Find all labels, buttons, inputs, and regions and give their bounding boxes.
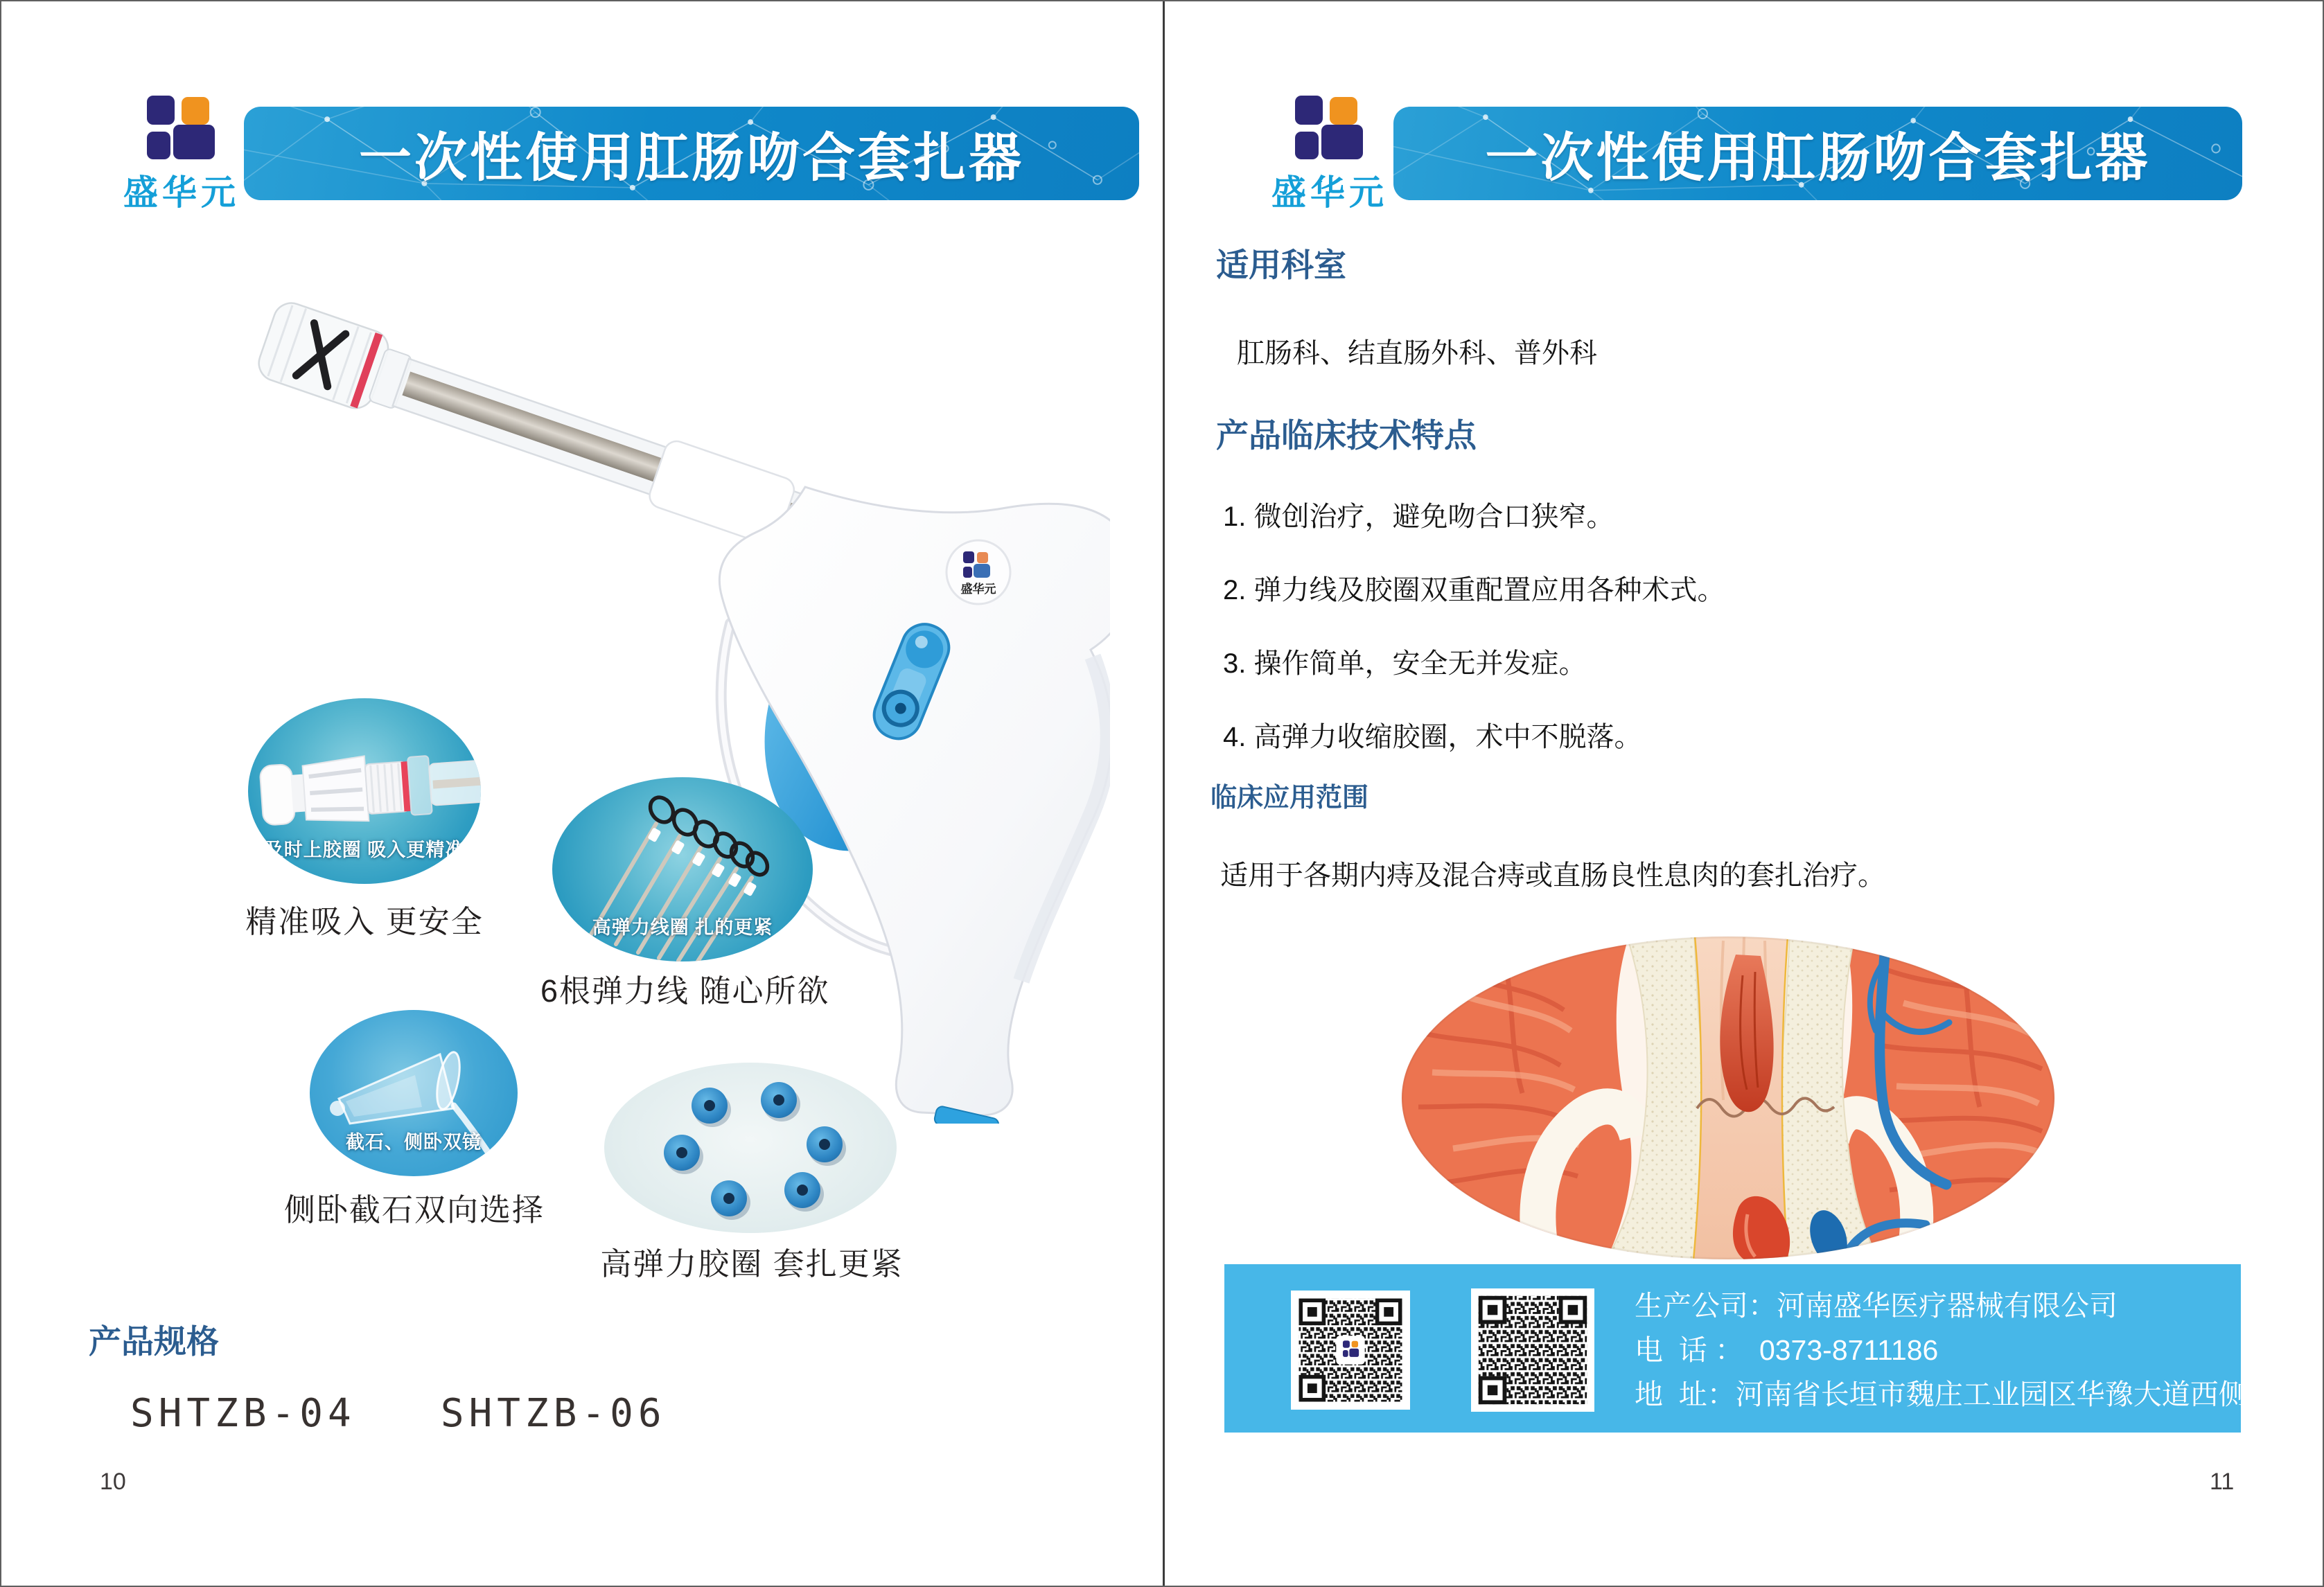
spec-heading: 产品规格 [89,1323,219,1360]
feature-inset-anoscope [310,1010,518,1176]
clinical-body: 适用于各期内痔及混合痔或直肠良性息肉的套扎治疗。 [1220,860,1885,891]
phone-line: 电 话 ： 0373-8711186 [1635,1334,1939,1366]
logo-square-navy-icon [147,96,175,125]
anatomy-illustration-hemorrhoids [1398,934,2059,1262]
rubber-rings-illustration [604,1063,897,1233]
list-item: 4. 高弹力收缩胶圈，术中不脱落。 [1223,722,1642,752]
feature-caption: 侧卧截石双向选择 [284,1192,545,1227]
company-line: 生产公司：河南盛华医疗器械有限公司 [1635,1290,2118,1322]
qr-code-with-logo [1291,1291,1410,1410]
feature-caption: 精准吸入 更安全 [245,904,484,939]
list-item: 2. 弹力线及胶圈双重配置应用各种术式。 [1223,575,1725,605]
page-number: 11 [2210,1469,2235,1495]
page-right [1165,1,2324,1586]
brand-name: 盛华元 [123,173,240,212]
logo-square-navy-icon [1321,125,1363,159]
address-line: 地 址：河南省长垣市魏庄工业园区华豫大道西侧 [1635,1378,2247,1410]
page-title-banner [1393,107,2242,200]
inset-overlay-caption: 及时上胶圈 吸入更精准 [264,840,465,860]
page-title-banner [244,107,1139,200]
feature-inset-suction-tip [248,698,481,884]
feature-caption: 高弹力胶圈 套扎更紧 [600,1246,904,1282]
dept-heading: 适用科室 [1216,247,1346,283]
logo-square-navy-icon [147,132,170,159]
tech-heading: 产品临床技术特点 [1216,417,1477,454]
device-brand-badge [947,540,1010,604]
model-numbers: SHTZB-04 SHTZB-06 [130,1391,667,1436]
inset-overlay-caption: 截石、侧卧双镜 [346,1132,482,1153]
manufacturer-info [1635,1284,2247,1417]
manufacturer-footer [1224,1264,2247,1433]
brand-logo-icon [147,96,216,159]
brand-logo [105,96,258,215]
page-title: 一次性使用肛肠吻合套扎器 [1485,129,2151,188]
page-title: 一次性使用肛肠吻合套扎器 [359,129,1024,188]
logo-square-navy-icon [1295,96,1323,125]
logo-square-orange-icon [182,97,209,125]
logo-square-navy-icon [1295,132,1319,159]
page-left [1,1,1163,1586]
brand-name: 盛华元 [1271,173,1388,212]
list-item: 1. 微创治疗，避免吻合口狭窄。 [1223,502,1614,532]
list-item: 3. 操作简单，安全无并发症。 [1223,648,1587,679]
brand-logo-icon [1295,96,1364,159]
device-barrel [254,299,837,566]
brand-logo [1253,96,1406,215]
page-number: 10 [100,1469,126,1495]
feature-inset-elastic-lines [552,777,813,961]
tech-feature-list [1223,495,1725,788]
logo-square-navy-icon [173,125,215,159]
page-divider [1163,1,1165,1586]
svg-text:盛华元: 盛华元 [960,583,996,596]
dept-body: 肛肠科、结直肠外科、普外科 [1237,338,1597,369]
qr-code [1471,1288,1594,1412]
clinical-heading: 临床应用范围 [1211,783,1369,813]
ring-icon [664,1082,846,1220]
logo-square-orange-icon [1330,97,1357,125]
feature-caption: 6根弹力线 随心所欲 [540,973,830,1009]
inset-overlay-caption: 高弹力线圈 扎的更紧 [592,917,773,938]
feature-inset-rubber-rings [604,1063,897,1233]
